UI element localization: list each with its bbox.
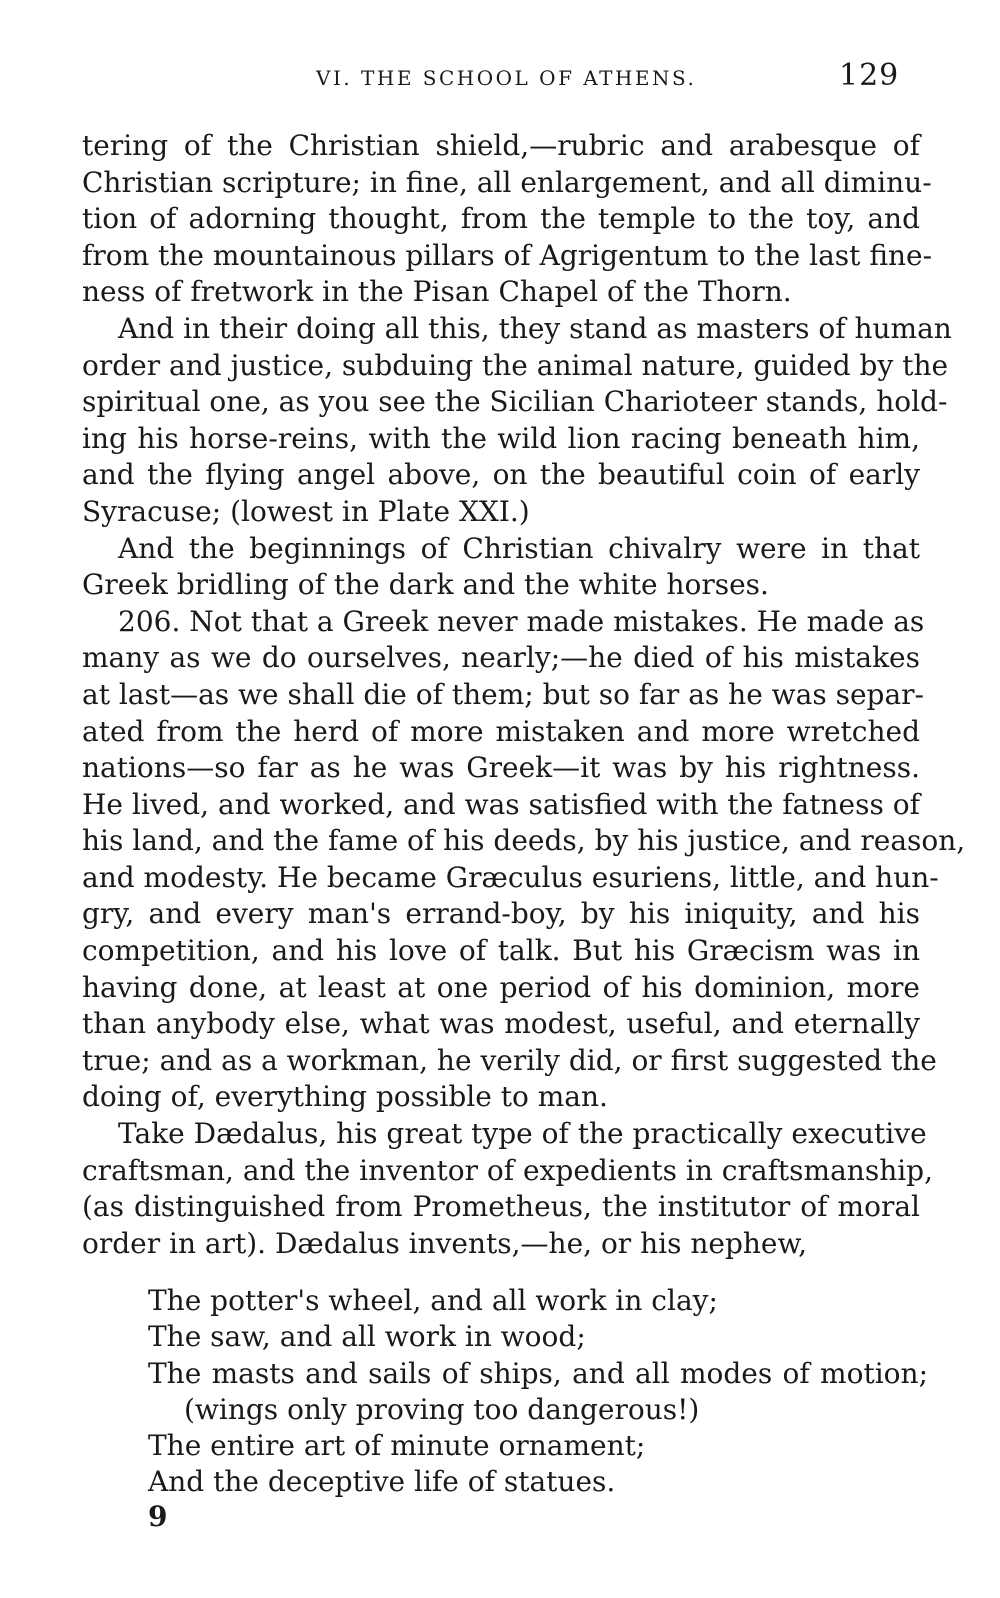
text-line: (as distinguished from Prometheus, the institutor of moral [82,1190,920,1224]
running-head [0,58,1000,94]
text-line: spiritual one, as you see the Sicilian Charioteer stands, hold- [82,385,948,419]
verse-line: The entire art of minute ornament; [148,1429,646,1463]
text-line: ing his horse-reins, with the wild lion racing beneath him, [82,421,920,455]
paragraph-first-line: And the beginnings of Christian chivalry were in that [118,531,920,565]
verse-block [148,1283,928,1501]
text-line: tion of adorning thought, from the temple to the toy, and [82,202,920,236]
signature-mark: 9 [148,1500,168,1533]
paragraph-first-line: 206. Not that a Greek never made mistakes. He made as [118,604,925,638]
text-line: true; and as a workman, he verily did, or first suggested the [82,1043,937,1077]
text-line: than anybody else, what was modest, useful, and eternally [82,1007,920,1041]
running-title: VI. THE SCHOOL OF ATHENS. [316,66,697,90]
page-number: 129 [839,58,900,93]
paragraph-first-line: And in their doing all this, they stand as masters of human [118,311,952,345]
text-line: and modesty. He became Græculus esuriens, little, and hun- [82,860,939,894]
text-line: and the flying angel above, on the beautiful coin of early [82,458,920,492]
text-line: Syracuse; (lowest in Plate XXI.) [82,494,530,528]
text-line: tering of the Christian shield,—rubric and arabesque of [82,129,920,162]
text-line: order and justice, subduing the animal nature, guided by the [82,348,949,382]
text-line: many as we do ourselves, nearly;—he died of his mistakes [82,641,920,675]
verse-line: And the deceptive life of statues. [148,1465,616,1499]
verse-line: The saw, and all work in wood; [148,1320,586,1354]
text-line: having done, at least at one period of his dominion, more [82,970,920,1004]
text-line: at last—as we shall die of them; but so far as he was separ- [82,677,925,711]
paragraph-first-line: Take Dædalus, his great type of the practically executive [118,1117,927,1151]
verse-line: The masts and sails of ships, and all modes of motion; [148,1356,928,1390]
text-line: from the mountainous pillars of Agrigentum to the last fine- [82,238,933,272]
text-line: his land, and the fame of his deeds, by his justice, and reason, [82,824,966,858]
text-line: Christian scripture; in fine, all enlargement, and all diminu- [82,165,932,199]
text-line: Greek bridling of the dark and the white horses. [82,568,769,602]
text-line: He lived, and worked, and was satisfied with the fatness of [82,787,920,821]
text-line: doing of, everything possible to man. [82,1080,608,1114]
text-line: gry, and every man's errand-boy, by his iniquity, and his [82,897,920,931]
body-text [82,128,966,1262]
text-line: ness of fretwork in the Pisan Chapel of the Thorn. [82,275,792,309]
verse-line: (wings only proving too dangerous!) [184,1392,700,1426]
text-line: craftsman, and the inventor of expedients in craftsmanship, [82,1153,934,1187]
text-line: order in art). Dædalus invents,—he, or his nephew, [82,1226,808,1260]
text-line: ated from the herd of more mistaken and more wretched [82,714,920,748]
text-line: nations—so far as he was Greek—it was by his rightness. [82,751,920,785]
verse-line: The potter's wheel, and all work in clay; [148,1284,718,1317]
text-line: competition, and his love of talk. But his Græcism was in [82,934,920,968]
